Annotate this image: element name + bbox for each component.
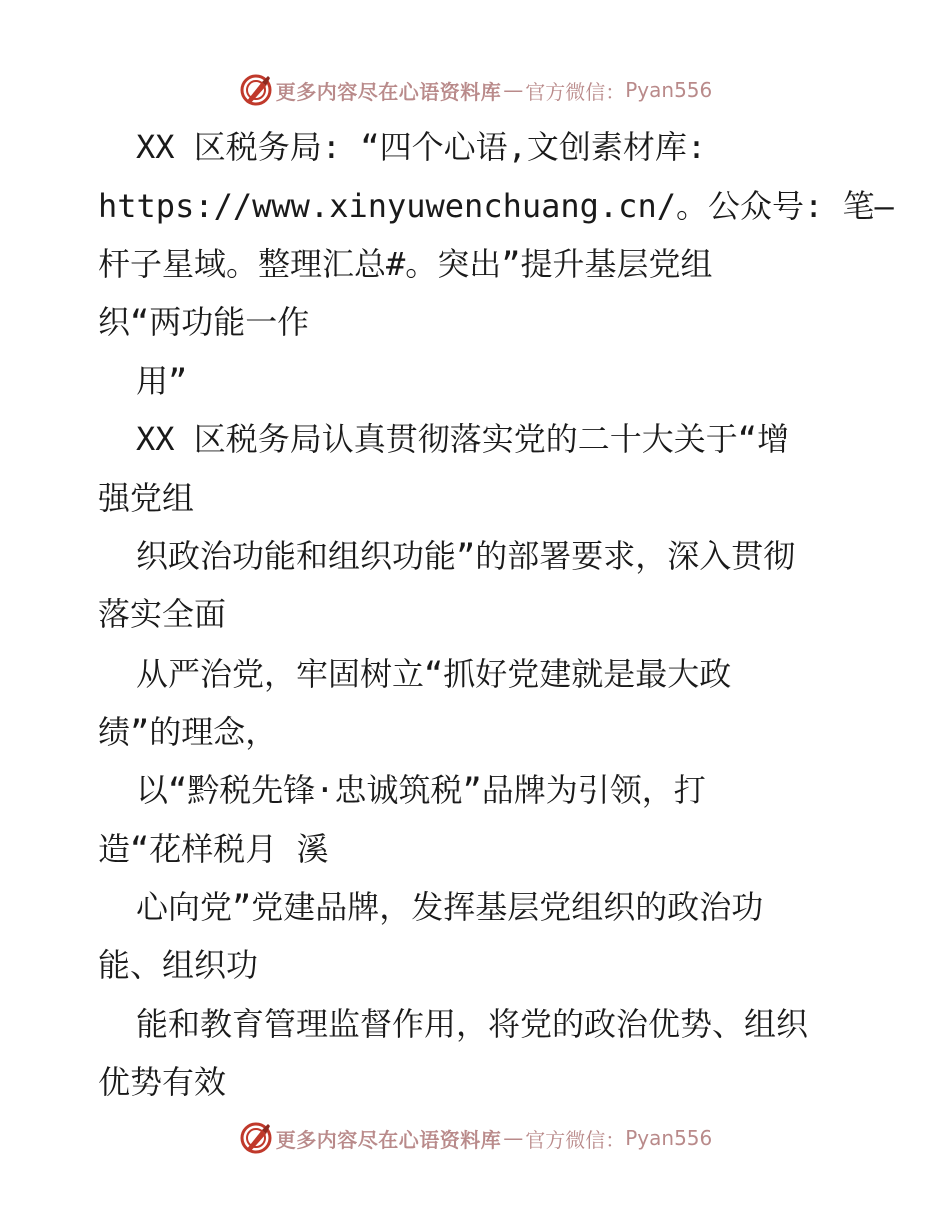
footer-separator: — xyxy=(503,1126,524,1150)
pen-logo-icon xyxy=(238,1120,274,1156)
body-line: 能和教育管理监督作用，将党的政治优势、组织 xyxy=(136,1005,809,1043)
body-line: 用” xyxy=(136,362,188,400)
page-header-banner xyxy=(0,70,950,110)
body-line: 强党组 xyxy=(98,479,195,517)
header-wechat-id: Pyan556 xyxy=(625,78,713,102)
body-line: 杆子星域。整理汇总#。突出”提升基层党组 xyxy=(98,245,713,283)
pen-logo-icon xyxy=(238,72,274,108)
footer-wechat-id: Pyan556 xyxy=(625,1126,713,1150)
body-line: 织政治功能和组织功能”的部署要求，深入贯彻 xyxy=(136,537,796,575)
body-line: 以“黔税先锋·忠诚筑税”品牌为引领，打 xyxy=(136,771,706,809)
body-line: 织“两功能一作 xyxy=(98,303,310,341)
header-wechat-label: 官方微信： xyxy=(525,79,626,104)
body-line: 心向党”党建品牌，发挥基层党组织的政治功 xyxy=(136,888,764,926)
header-separator: — xyxy=(503,78,524,102)
body-line: https://www.xinyuwenchuang.cn/。公众号: 笔— xyxy=(98,187,894,225)
header-slogan: 更多内容尽在心语资料库 xyxy=(275,79,502,104)
body-line: 造“花样税月 溪 xyxy=(98,830,329,868)
page-footer-banner xyxy=(0,1118,950,1158)
body-line: 从严治党，牢固树立“抓好党建就是最大政 xyxy=(136,655,732,693)
body-line: 能、组织功 xyxy=(98,946,259,984)
footer-wechat-label: 官方微信： xyxy=(525,1127,626,1152)
body-line: 绩”的理念， xyxy=(98,713,278,751)
body-line: XX 区税务局: “四个心语,文创素材库: xyxy=(136,128,707,166)
body-line: XX 区税务局认真贯彻落实党的二十大关于“增 xyxy=(136,420,790,458)
footer-slogan: 更多内容尽在心语资料库 xyxy=(275,1127,502,1152)
body-line: 落实全面 xyxy=(98,595,227,633)
body-line: 优势有效 xyxy=(98,1063,227,1101)
